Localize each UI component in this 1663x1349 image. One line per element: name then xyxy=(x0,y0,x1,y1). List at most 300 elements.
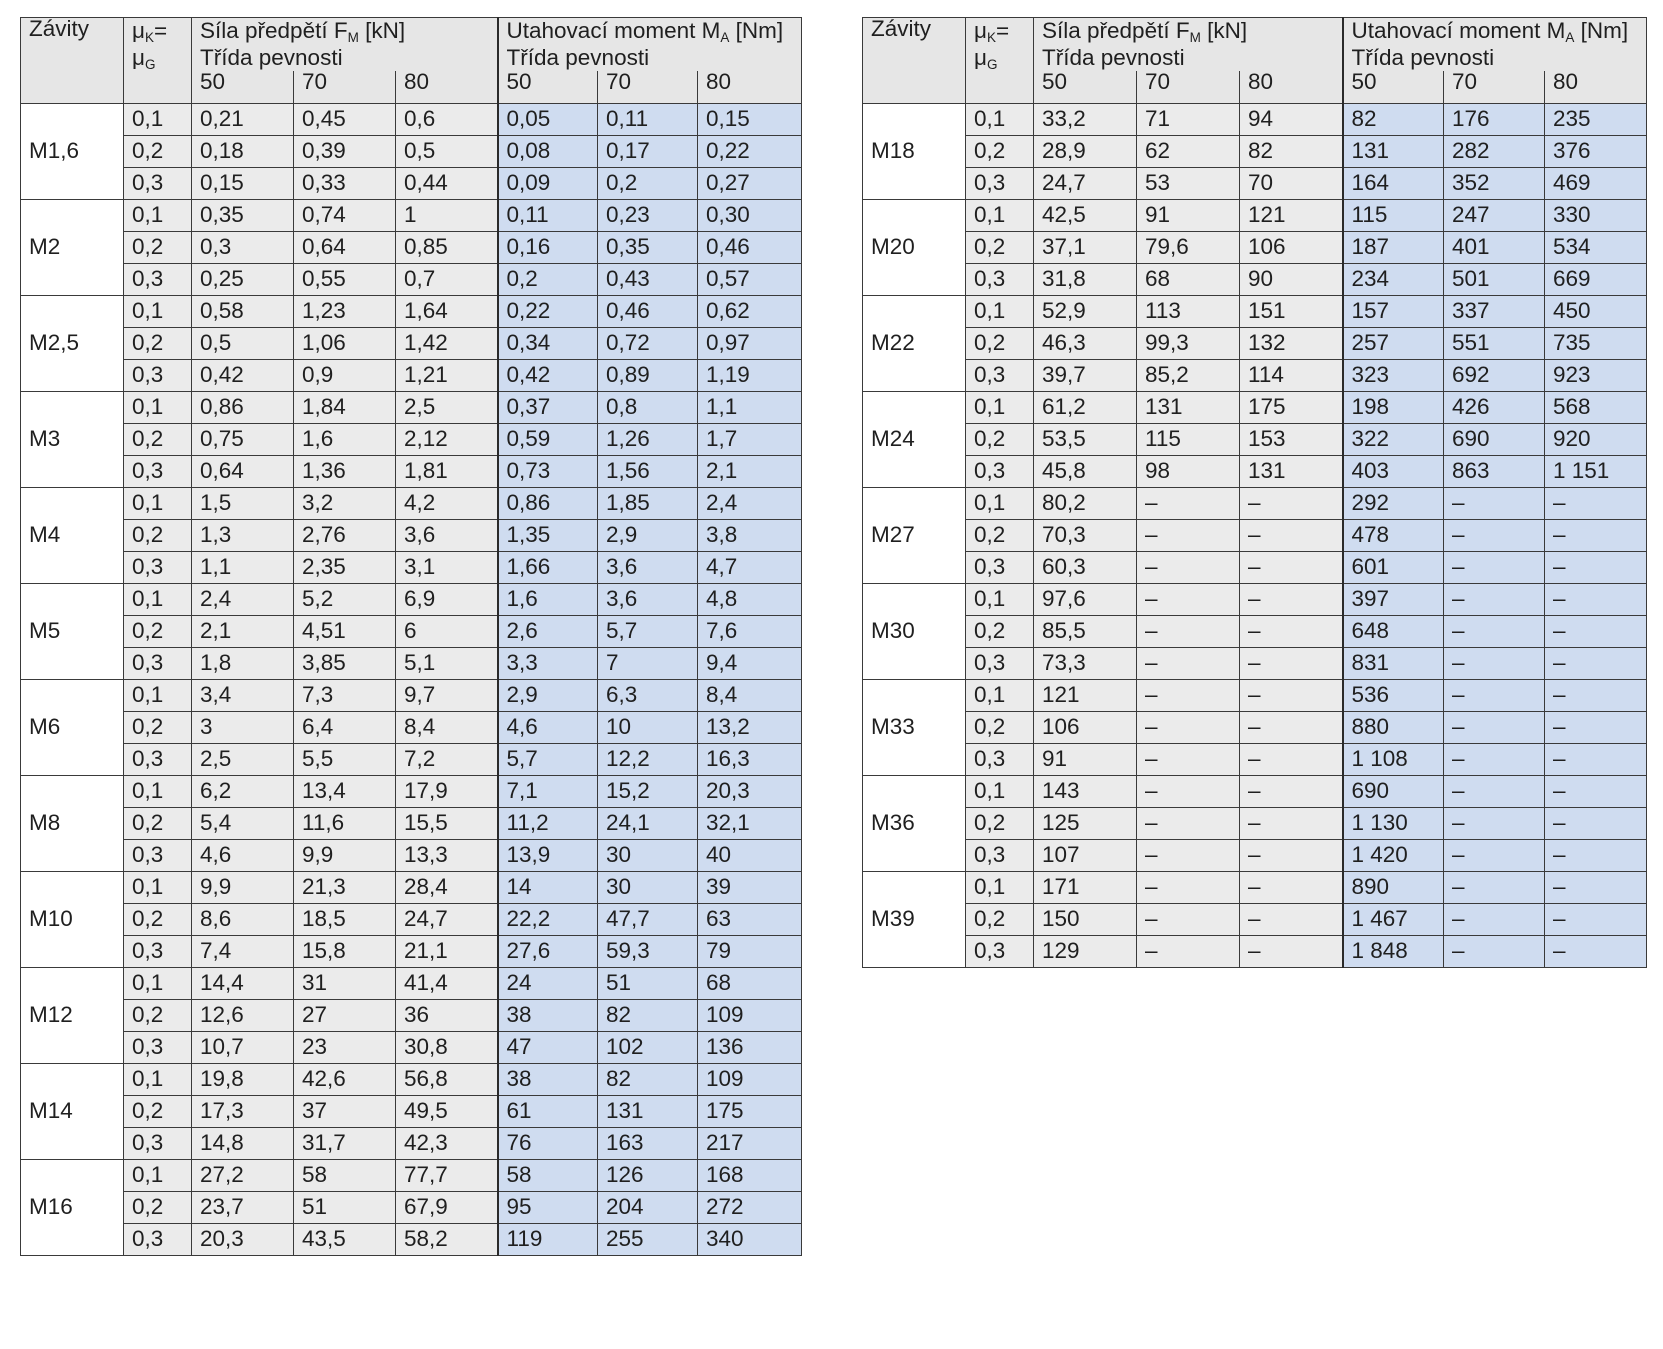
table-row xyxy=(863,455,1647,487)
table-row xyxy=(21,1095,802,1127)
preload-force-cell: 73,3 xyxy=(1034,647,1137,679)
preload-force-cell: 91 xyxy=(1137,199,1240,231)
mu-equals: = xyxy=(995,18,1010,43)
friction-header xyxy=(966,18,1034,104)
table-row xyxy=(21,327,802,359)
tightening-torque-cell: 1,85 xyxy=(598,487,698,519)
table-row xyxy=(863,551,1647,583)
preload-force-cell: – xyxy=(1137,647,1240,679)
tightening-torque-cell: 669 xyxy=(1545,263,1647,295)
friction-coefficient-cell: 0,2 xyxy=(966,519,1034,551)
thread-size-cell: M2,5 xyxy=(21,295,124,391)
table-row xyxy=(863,871,1647,903)
thread-size-cell: M27 xyxy=(863,487,966,583)
preload-force-cell: 1,21 xyxy=(396,359,498,391)
thread-header: Závity xyxy=(863,18,966,104)
table-row xyxy=(863,263,1647,295)
tightening-torque-cell: 131 xyxy=(598,1095,698,1127)
tightening-torque-cell: 187 xyxy=(1343,231,1444,263)
preload-force-cell: 0,9 xyxy=(294,359,396,391)
tightening-torque-cell: 27,6 xyxy=(498,935,598,967)
friction-coefficient-cell: 0,3 xyxy=(966,743,1034,775)
tightening-torque-cell: – xyxy=(1444,711,1545,743)
bolt-table-right xyxy=(862,17,1647,968)
tightening-torque-cell: – xyxy=(1444,775,1545,807)
table-row xyxy=(21,391,802,423)
thread-size-cell: M3 xyxy=(21,391,124,487)
preload-force-cell: 143 xyxy=(1034,775,1137,807)
preload-force-cell: 99,3 xyxy=(1137,327,1240,359)
table-row xyxy=(863,807,1647,839)
preload-force-cell: 6,2 xyxy=(192,775,294,807)
preload-force-cell: 1,8 xyxy=(192,647,294,679)
tightening-torque-cell: – xyxy=(1545,519,1647,551)
tightening-torque-cell: 32,1 xyxy=(698,807,802,839)
class-header: 50 xyxy=(1343,71,1444,103)
tightening-torque-cell: 15,2 xyxy=(598,775,698,807)
tightening-torque-cell: 136 xyxy=(698,1031,802,1063)
friction-coefficient-cell: 0,1 xyxy=(966,583,1034,615)
tightening-torque-cell: 30 xyxy=(598,839,698,871)
tightening-torque-cell: 4,7 xyxy=(698,551,802,583)
preload-force-cell: – xyxy=(1240,487,1343,519)
table-row xyxy=(21,807,802,839)
tightening-torque-cell: 82 xyxy=(1343,103,1444,135)
mu-g-subscript: G xyxy=(986,56,998,72)
preload-force-cell: 1,6 xyxy=(294,423,396,455)
preload-force-cell: 0,45 xyxy=(294,103,396,135)
tightening-torque-cell: 0,37 xyxy=(498,391,598,423)
tightening-torque-cell: 1,19 xyxy=(698,359,802,391)
tightening-torque-cell: 39 xyxy=(698,871,802,903)
tightening-torque-cell: 0,35 xyxy=(598,231,698,263)
tightening-torque-cell: 0,62 xyxy=(698,295,802,327)
table-row xyxy=(863,327,1647,359)
tightening-torque-cell: 2,1 xyxy=(698,455,802,487)
preload-force-header xyxy=(192,18,498,72)
table-row xyxy=(863,487,1647,519)
preload-force-cell: 13,3 xyxy=(396,839,498,871)
tightening-torque-header xyxy=(498,18,802,72)
table-row xyxy=(21,967,802,999)
thread-size-cell: M5 xyxy=(21,583,124,679)
tightening-torque-cell: 68 xyxy=(698,967,802,999)
preload-force-cell: 0,64 xyxy=(192,455,294,487)
tightening-torque-cell: – xyxy=(1444,583,1545,615)
tightening-torque-cell: 4,6 xyxy=(498,711,598,743)
preload-force-cell: 5,2 xyxy=(294,583,396,615)
preload-force-cell: 0,39 xyxy=(294,135,396,167)
preload-force-cell: – xyxy=(1240,583,1343,615)
friction-coefficient-cell: 0,3 xyxy=(124,359,192,391)
tightening-torque-cell: 0,43 xyxy=(598,263,698,295)
table-body xyxy=(21,103,802,1255)
table-row xyxy=(21,487,802,519)
preload-force-cell: – xyxy=(1137,711,1240,743)
preload-force-cell: 51 xyxy=(294,1191,396,1223)
friction-coefficient-cell: 0,1 xyxy=(966,775,1034,807)
table-row xyxy=(21,583,802,615)
tightening-torque-cell: 0,05 xyxy=(498,103,598,135)
tightening-torque-cell: 76 xyxy=(498,1127,598,1159)
thread-size-cell: M12 xyxy=(21,967,124,1063)
tightening-torque-cell: 536 xyxy=(1343,679,1444,711)
tightening-torque-cell: 0,22 xyxy=(698,135,802,167)
mu-g-symbol: μ xyxy=(974,44,987,70)
preload-force-cell: 39,7 xyxy=(1034,359,1137,391)
table-row xyxy=(863,423,1647,455)
friction-coefficient-cell: 0,2 xyxy=(124,615,192,647)
tightening-torque-cell: – xyxy=(1545,903,1647,935)
friction-coefficient-cell: 0,1 xyxy=(966,679,1034,711)
preload-force-cell: 10,7 xyxy=(192,1031,294,1063)
preload-force-cell: 151 xyxy=(1240,295,1343,327)
tightening-torque-cell: – xyxy=(1545,935,1647,967)
friction-coefficient-cell: 0,1 xyxy=(966,871,1034,903)
preload-force-cell: 0,64 xyxy=(294,231,396,263)
thread-size-cell: M30 xyxy=(863,583,966,679)
bolt-table-left xyxy=(20,17,802,1256)
preload-force-cell: 18,5 xyxy=(294,903,396,935)
preload-force-cell: 31,8 xyxy=(1034,263,1137,295)
preload-force-cell: 49,5 xyxy=(396,1095,498,1127)
preload-force-cell: 3 xyxy=(192,711,294,743)
tightening-torque-cell: 0,23 xyxy=(598,199,698,231)
table-row xyxy=(21,839,802,871)
preload-force-cell: – xyxy=(1240,807,1343,839)
table-row xyxy=(863,199,1647,231)
preload-force-cell: 14,4 xyxy=(192,967,294,999)
preload-force-cell: 0,33 xyxy=(294,167,396,199)
preload-force-cell: 60,3 xyxy=(1034,551,1137,583)
tightening-torque-cell: 0,11 xyxy=(598,103,698,135)
preload-force-cell: 0,3 xyxy=(192,231,294,263)
tightening-torque-cell: 164 xyxy=(1343,167,1444,199)
tightening-torque-cell: 9,4 xyxy=(698,647,802,679)
tightening-torque-cell: 2,6 xyxy=(498,615,598,647)
friction-coefficient-cell: 0,1 xyxy=(966,487,1034,519)
preload-force-cell: 80,2 xyxy=(1034,487,1137,519)
tightening-torque-unit: [Nm] xyxy=(729,18,784,43)
preload-force-cell: 62 xyxy=(1137,135,1240,167)
preload-force-cell: 125 xyxy=(1034,807,1137,839)
table-row xyxy=(863,711,1647,743)
preload-force-cell: 9,7 xyxy=(396,679,498,711)
tightening-torque-cell: 119 xyxy=(498,1223,598,1255)
friction-coefficient-cell: 0,2 xyxy=(124,327,192,359)
tightening-torque-cell: 7,6 xyxy=(698,615,802,647)
thread-size-cell: M4 xyxy=(21,487,124,583)
preload-force-cell: 0,7 xyxy=(396,263,498,295)
tightening-torque-header xyxy=(1343,18,1647,72)
tightening-torque-cell: – xyxy=(1545,839,1647,871)
tightening-torque-cell: 131 xyxy=(1343,135,1444,167)
tightening-torque-cell: 13,9 xyxy=(498,839,598,871)
tightening-torque-cell: 401 xyxy=(1444,231,1545,263)
tightening-torque-cell: 0,16 xyxy=(498,231,598,263)
thread-size-cell: M22 xyxy=(863,295,966,391)
preload-force-cell: 2,76 xyxy=(294,519,396,551)
mu-g-symbol: μ xyxy=(132,44,145,70)
tightening-torque-cell: 0,15 xyxy=(698,103,802,135)
tightening-torque-cell: 0,73 xyxy=(498,455,598,487)
tightening-torque-cell: – xyxy=(1444,519,1545,551)
preload-strength-class-label: Třída pevnosti xyxy=(1042,44,1185,70)
tightening-torque-cell: – xyxy=(1444,839,1545,871)
tightening-torque-cell: 1 108 xyxy=(1343,743,1444,775)
preload-force-cell: – xyxy=(1240,519,1343,551)
preload-force-cell: 7,4 xyxy=(192,935,294,967)
friction-coefficient-cell: 0,3 xyxy=(124,1031,192,1063)
preload-force-cell: 46,3 xyxy=(1034,327,1137,359)
preload-force-cell: 6,9 xyxy=(396,583,498,615)
tightening-torque-cell: 0,08 xyxy=(498,135,598,167)
friction-coefficient-cell: 0,1 xyxy=(966,295,1034,327)
preload-force-cell: 11,6 xyxy=(294,807,396,839)
thread-size-cell: M8 xyxy=(21,775,124,871)
tightening-torque-cell: 0,30 xyxy=(698,199,802,231)
preload-force-cell: 0,6 xyxy=(396,103,498,135)
preload-force-cell: 71 xyxy=(1137,103,1240,135)
preload-force-cell: 2,5 xyxy=(192,743,294,775)
tightening-torque-cell: 61 xyxy=(498,1095,598,1127)
friction-coefficient-cell: 0,2 xyxy=(124,807,192,839)
tightening-torque-cell: 204 xyxy=(598,1191,698,1223)
preload-strength-class-label: Třída pevnosti xyxy=(200,44,343,70)
class-header: 80 xyxy=(396,71,498,103)
preload-force-cell: 171 xyxy=(1034,871,1137,903)
tightening-torque-cell: 13,2 xyxy=(698,711,802,743)
preload-force-cell: 42,5 xyxy=(1034,199,1137,231)
mu-k-subscript: K xyxy=(144,30,154,45)
preload-force-cell: 0,21 xyxy=(192,103,294,135)
friction-coefficient-cell: 0,1 xyxy=(124,391,192,423)
class-header: 70 xyxy=(294,71,396,103)
preload-force-cell: 0,18 xyxy=(192,135,294,167)
preload-force-cell: 24,7 xyxy=(396,903,498,935)
class-header: 70 xyxy=(1137,71,1240,103)
tightening-torque-cell: 923 xyxy=(1545,359,1647,391)
preload-force-cell: 1,1 xyxy=(192,551,294,583)
preload-force-cell: 9,9 xyxy=(192,871,294,903)
tightening-torque-cell: 38 xyxy=(498,999,598,1031)
preload-force-cell: 9,9 xyxy=(294,839,396,871)
preload-force-cell: 98 xyxy=(1137,455,1240,487)
friction-coefficient-cell: 0,2 xyxy=(124,999,192,1031)
preload-force-cell: 90 xyxy=(1240,263,1343,295)
preload-force-cell: – xyxy=(1240,935,1343,967)
class-header: 50 xyxy=(192,71,294,103)
preload-force-cell: 15,5 xyxy=(396,807,498,839)
table-row xyxy=(21,1127,802,1159)
tightening-torque-cell: 47 xyxy=(498,1031,598,1063)
friction-coefficient-cell: 0,1 xyxy=(124,775,192,807)
friction-coefficient-cell: 0,1 xyxy=(966,199,1034,231)
tightening-torque-cell: 272 xyxy=(698,1191,802,1223)
tightening-torque-cell: 175 xyxy=(698,1095,802,1127)
table-row xyxy=(21,999,802,1031)
tightening-torque-cell: 880 xyxy=(1343,711,1444,743)
preload-force-cell: – xyxy=(1137,487,1240,519)
preload-force-cell: 115 xyxy=(1137,423,1240,455)
tightening-torque-subscript: A xyxy=(1565,30,1575,45)
preload-force-cell: 0,5 xyxy=(192,327,294,359)
tightening-torque-cell: 352 xyxy=(1444,167,1545,199)
preload-force-cell: 3,6 xyxy=(396,519,498,551)
friction-coefficient-cell: 0,2 xyxy=(966,711,1034,743)
friction-coefficient-cell: 0,3 xyxy=(124,455,192,487)
preload-force-cell: 0,5 xyxy=(396,135,498,167)
thread-size-cell: M18 xyxy=(863,103,966,199)
friction-coefficient-cell: 0,1 xyxy=(124,1159,192,1191)
preload-force-cell: 15,8 xyxy=(294,935,396,967)
tightening-torque-cell: – xyxy=(1545,583,1647,615)
table-row xyxy=(21,1223,802,1255)
tightening-torque-cell: 3,6 xyxy=(598,551,698,583)
tightening-torque-cell: 469 xyxy=(1545,167,1647,199)
table-row xyxy=(21,1159,802,1191)
tightening-torque-cell: 0,11 xyxy=(498,199,598,231)
preload-force-cell: – xyxy=(1240,679,1343,711)
tightening-torque-cell: 63 xyxy=(698,903,802,935)
friction-coefficient-cell: 0,3 xyxy=(124,839,192,871)
table-row xyxy=(21,263,802,295)
friction-coefficient-cell: 0,3 xyxy=(124,263,192,295)
preload-force-cell: 1 xyxy=(396,199,498,231)
tightening-torque-title: Utahovací moment M xyxy=(1351,18,1566,43)
preload-force-subscript: M xyxy=(347,30,359,45)
preload-force-cell: 33,2 xyxy=(1034,103,1137,135)
preload-force-cell: – xyxy=(1137,839,1240,871)
friction-coefficient-cell: 0,1 xyxy=(124,295,192,327)
friction-coefficient-cell: 0,1 xyxy=(966,103,1034,135)
tightening-torque-cell: 863 xyxy=(1444,455,1545,487)
tightening-torque-cell: – xyxy=(1444,647,1545,679)
preload-force-cell: 0,75 xyxy=(192,423,294,455)
table-row xyxy=(21,199,802,231)
table-row xyxy=(863,519,1647,551)
mu-k-symbol: μ xyxy=(974,18,987,43)
tightening-torque-cell: 3,3 xyxy=(498,647,598,679)
preload-force-cell: 14,8 xyxy=(192,1127,294,1159)
friction-coefficient-cell: 0,2 xyxy=(966,615,1034,647)
preload-force-cell: 42,3 xyxy=(396,1127,498,1159)
thread-header: Závity xyxy=(21,18,124,104)
tightening-torque-cell: 0,2 xyxy=(498,263,598,295)
tightening-torque-cell: 890 xyxy=(1343,871,1444,903)
thread-size-cell: M14 xyxy=(21,1063,124,1159)
preload-force-cell: 0,58 xyxy=(192,295,294,327)
tightening-torque-cell: 340 xyxy=(698,1223,802,1255)
thread-size-cell: M2 xyxy=(21,199,124,295)
tightening-torque-cell: 20,3 xyxy=(698,775,802,807)
preload-force-cell: – xyxy=(1137,807,1240,839)
thread-size-cell: M24 xyxy=(863,391,966,487)
preload-force-cell: 0,55 xyxy=(294,263,396,295)
friction-coefficient-cell: 0,2 xyxy=(124,903,192,935)
preload-force-cell: 1,06 xyxy=(294,327,396,359)
tightening-torque-cell: 0,22 xyxy=(498,295,598,327)
friction-coefficient-cell: 0,3 xyxy=(966,551,1034,583)
table-row xyxy=(863,615,1647,647)
preload-force-cell: 37 xyxy=(294,1095,396,1127)
tightening-torque-cell: 551 xyxy=(1444,327,1545,359)
tightening-torque-cell: 568 xyxy=(1545,391,1647,423)
preload-force-cell: – xyxy=(1137,871,1240,903)
friction-coefficient-cell: 0,2 xyxy=(124,1095,192,1127)
table-body xyxy=(863,103,1647,967)
tightening-torque-cell: – xyxy=(1444,743,1545,775)
tightening-torque-cell: 1,26 xyxy=(598,423,698,455)
table-row xyxy=(21,519,802,551)
tightening-torque-cell: 534 xyxy=(1545,231,1647,263)
tightening-torque-cell: 115 xyxy=(1343,199,1444,231)
table-row xyxy=(863,935,1647,967)
table-row xyxy=(21,359,802,391)
tightening-torque-cell: – xyxy=(1545,647,1647,679)
preload-force-title: Síla předpětí F xyxy=(200,18,348,43)
table-row xyxy=(863,647,1647,679)
friction-coefficient-cell: 0,2 xyxy=(124,711,192,743)
tightening-torque-cell: 0,59 xyxy=(498,423,598,455)
preload-force-cell: 52,9 xyxy=(1034,295,1137,327)
preload-force-cell: 3,2 xyxy=(294,487,396,519)
friction-coefficient-cell: 0,1 xyxy=(124,199,192,231)
mu-g-subscript: G xyxy=(144,56,156,72)
preload-force-cell: 1,23 xyxy=(294,295,396,327)
preload-force-cell: 1,64 xyxy=(396,295,498,327)
friction-coefficient-cell: 0,1 xyxy=(124,487,192,519)
preload-force-cell: 53 xyxy=(1137,167,1240,199)
preload-force-cell: 131 xyxy=(1137,391,1240,423)
torque-strength-class-label: Třída pevnosti xyxy=(1351,44,1495,70)
torque-strength-class-label: Třída pevnosti xyxy=(506,44,650,70)
preload-force-cell: 31,7 xyxy=(294,1127,396,1159)
tightening-torque-cell: 255 xyxy=(598,1223,698,1255)
tightening-torque-cell: 257 xyxy=(1343,327,1444,359)
tightening-torque-cell: 157 xyxy=(1343,295,1444,327)
table-row xyxy=(21,679,802,711)
tightening-torque-subscript: A xyxy=(720,30,730,45)
tightening-torque-cell: 3,8 xyxy=(698,519,802,551)
table-row xyxy=(863,583,1647,615)
tightening-torque-cell: 1,35 xyxy=(498,519,598,551)
friction-coefficient-cell: 0,2 xyxy=(966,231,1034,263)
friction-coefficient-cell: 0,3 xyxy=(966,647,1034,679)
table-row xyxy=(21,231,802,263)
preload-force-cell: 3,4 xyxy=(192,679,294,711)
table-row xyxy=(21,295,802,327)
friction-coefficient-cell: 0,2 xyxy=(124,423,192,455)
table-row xyxy=(21,743,802,775)
preload-force-cell: 94 xyxy=(1240,103,1343,135)
tightening-torque-cell: 0,2 xyxy=(598,167,698,199)
preload-force-cell: 5,4 xyxy=(192,807,294,839)
preload-force-cell: 45,8 xyxy=(1034,455,1137,487)
tightening-torque-cell: 7,1 xyxy=(498,775,598,807)
preload-force-cell: 17,9 xyxy=(396,775,498,807)
tightening-torque-cell: 38 xyxy=(498,1063,598,1095)
thread-size-cell: M20 xyxy=(863,199,966,295)
preload-force-cell: 6,4 xyxy=(294,711,396,743)
tightening-torque-cell: 16,3 xyxy=(698,743,802,775)
tightening-torque-cell: 235 xyxy=(1545,103,1647,135)
tightening-torque-cell: 168 xyxy=(698,1159,802,1191)
preload-force-cell: 91 xyxy=(1034,743,1137,775)
class-header: 50 xyxy=(1034,71,1137,103)
tightening-torque-cell: 82 xyxy=(598,1063,698,1095)
preload-force-cell: – xyxy=(1240,903,1343,935)
